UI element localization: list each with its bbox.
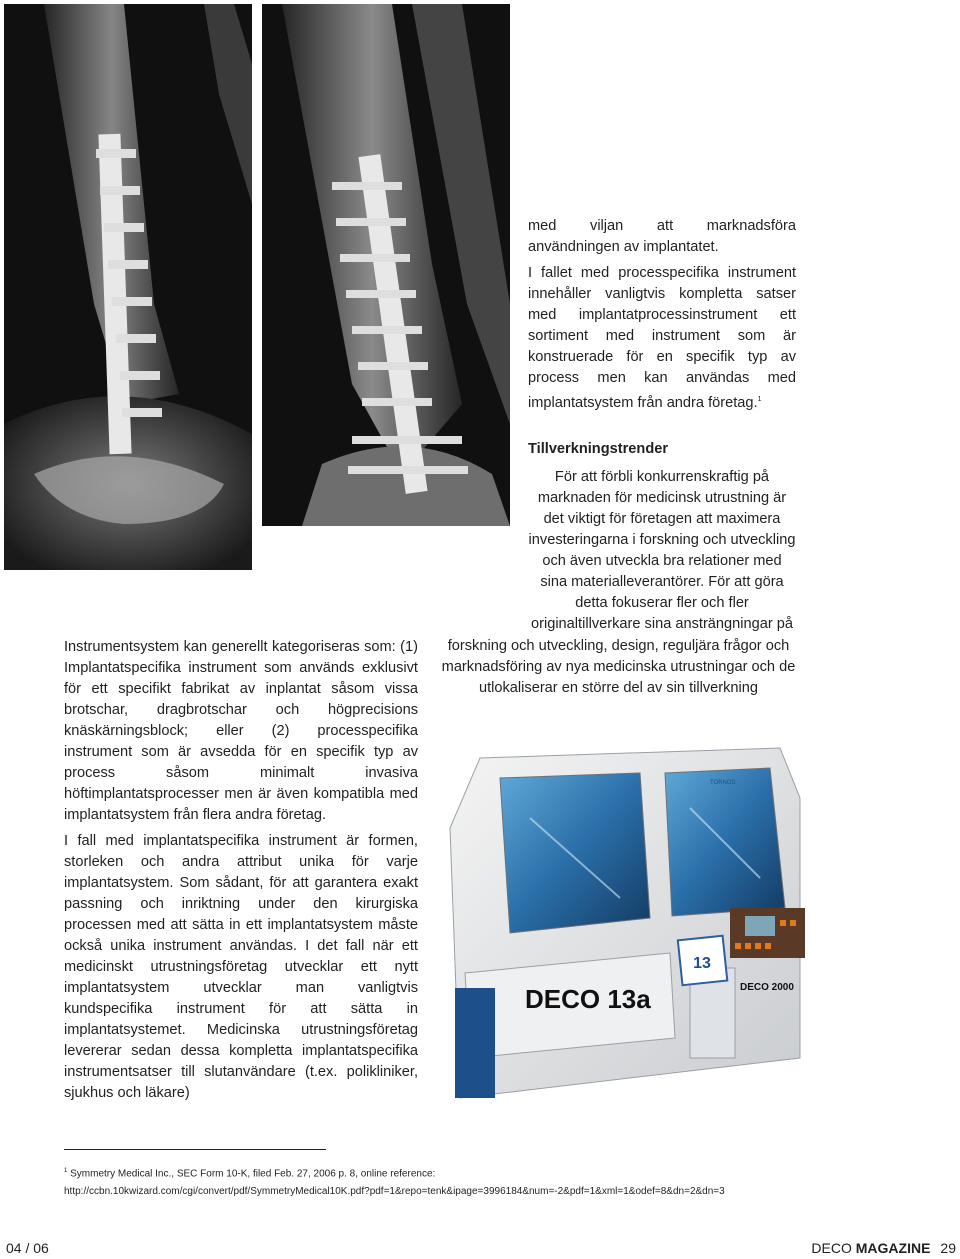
footnote-marker: 1 bbox=[64, 1168, 68, 1174]
footnote-line: http://ccbn.10kwizard.com/cgi/convert/pdf/SymmetryMedical10K.pdf?pdf=1&repo=tenk&ipage=3996184&num=-2&pdf=1&xml=1&odef=8&dn=2&dn=3 bbox=[64, 1186, 725, 1198]
machine-brand-label: TORNOS bbox=[710, 780, 736, 786]
xray-image-left bbox=[4, 4, 252, 570]
paragraph bbox=[528, 263, 796, 414]
magazine-prefix: DECO bbox=[811, 1240, 852, 1256]
footnote bbox=[64, 1162, 924, 1201]
machine-model-label: DECO 13a bbox=[525, 984, 651, 1014]
footnote-ref: 1 bbox=[757, 396, 762, 403]
machine-control-label: DECO 2000 bbox=[740, 982, 794, 993]
issue-number: 04 / 06 bbox=[6, 1240, 49, 1256]
section-heading: Tillverkningstrender bbox=[528, 441, 669, 457]
paragraph-text: I fallet med processpecifika instrument innehåller vanligtvis kompletta satser med implantatprocessinstrument ett sortiment med instrument som är konstruerade för en specifik typ av process men kan användas med implantatsystem från andra företag. bbox=[528, 265, 796, 411]
left-column-text bbox=[64, 637, 418, 1104]
xray-image-right bbox=[262, 4, 510, 526]
page-number: 29 bbox=[940, 1240, 956, 1256]
paragraph: med viljan att marknadsföra användningen av implantatet. bbox=[528, 218, 796, 255]
machine-badge: 13 bbox=[693, 955, 711, 972]
right-column-text bbox=[528, 216, 796, 414]
footnote-rule bbox=[64, 1149, 326, 1150]
deco-machine-image bbox=[440, 738, 820, 1113]
trends-text: För att förbli konkurrenskraftig på marknaden för medicinsk utrustning är det viktigt för företagen att maximera investeringarna i forskning och utveckling och även utveckla bra relationer med sina materialleverantörer. För att göra detta fokuserar fler och fler originaltillverkare sina ansträngningar på bbox=[528, 469, 796, 632]
footnote-text: Symmetry Medical Inc., SEC Form 10-K, filed Feb. 27, 2006 p. 8, online reference: bbox=[70, 1168, 436, 1180]
folio-right bbox=[811, 1240, 956, 1256]
trends-text-continued: forskning och utveckling, design, reguljära frågor och marknadsföring av nya medicinska utrustningar och de utlokaliserar en större del av sin tillverkning bbox=[441, 638, 796, 696]
footnote-line bbox=[64, 1162, 924, 1183]
paragraph: Instrumentsystem kan generellt kategoriseras som: (1) Implantatspecifika instrument som används exklusivt för ett specifikt fabrikat av inplantat såsom vissa brotschar, dragbrotschar och högprecisions knäskärningsblock; eller (2) processpecifika instrument som är avsedda för en specifik typ av process såsom minimalt invasiva höftimplantatsprocesser men är även kompatibla med implantatsystem från flera andra företag. bbox=[64, 639, 418, 823]
paragraph: I fall med implantatspecifika instrument är formen, storleken och andra attribut unika för varje implantatsystem. Som sådant, för att garantera exakt passning och inriktning under den kirurgiska processen med att sätta in ett implantatsystem måste också unika instrument användas. I det fall när ett medicinskt utrustningsföretag utvecklar ett nytt implantatsystem utvecklar man vanligtvis kundspecifika instrument för att sätta in implantatsystemet. Medicinska utrustningsföretag levererar sedan dessa kompletta implantatspecifika instrumentsatser till slutanvändare (t.ex. polikliniker, sjukhus och läkare) bbox=[64, 833, 418, 1101]
magazine-name: MAGAZINE bbox=[855, 1240, 931, 1256]
